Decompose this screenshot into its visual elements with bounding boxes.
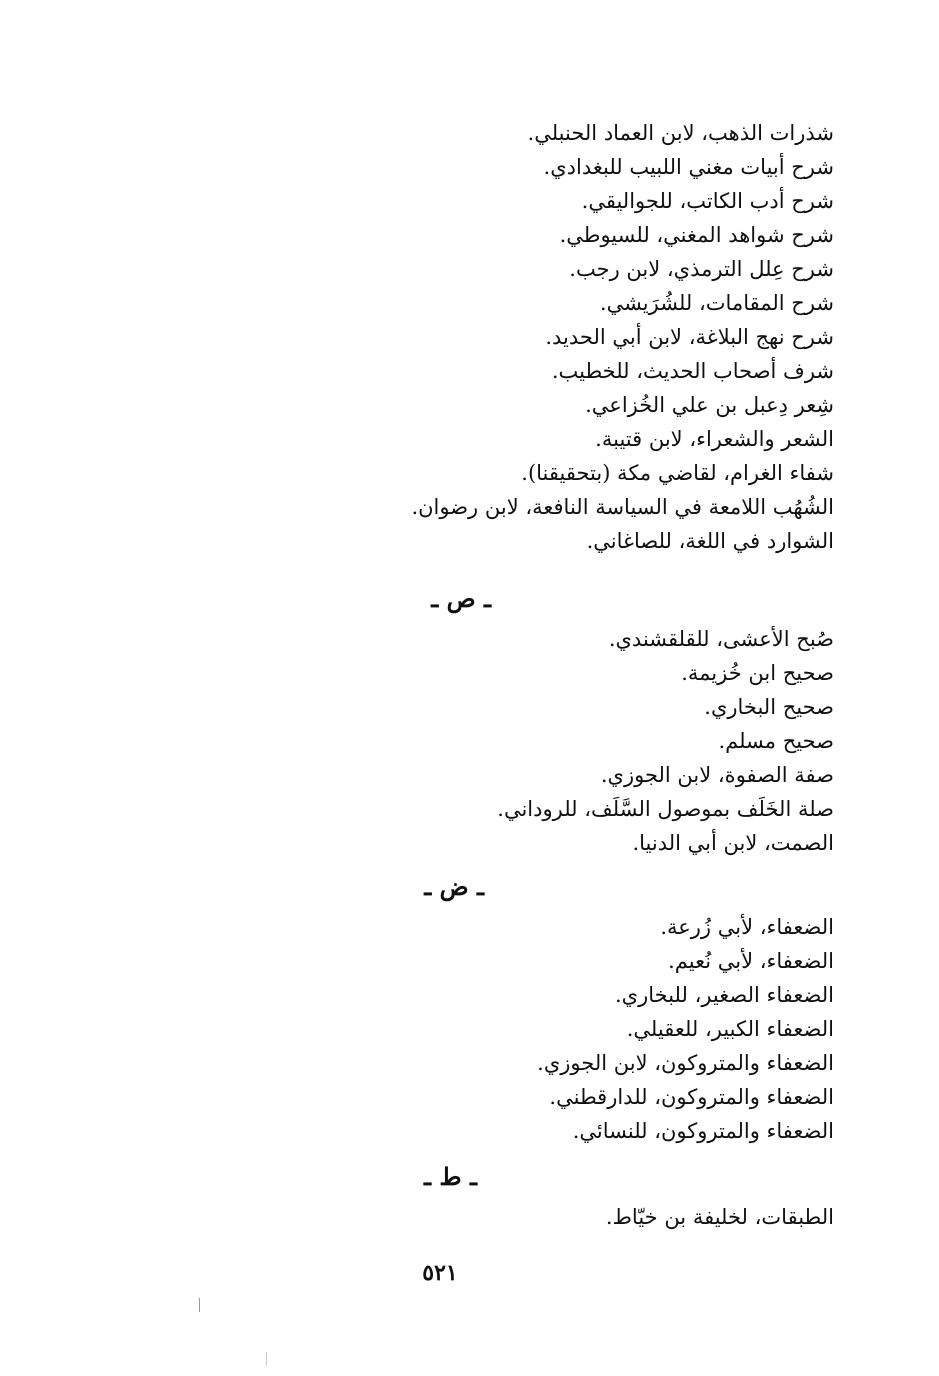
list-item: الضعفاء، لأبي نُعيم. (668, 949, 834, 973)
list-item: شرف أصحاب الحديث، للخطيب. (551, 359, 834, 383)
list-item: الشعر والشعراء، لابن قتيبة. (595, 427, 834, 451)
list-item: صحيح البخاري. (704, 695, 834, 719)
list-item: شرح شواهد المغني، للسيوطي. (559, 223, 834, 247)
list-item: صُبح الأعشى، للقلقشندي. (608, 627, 834, 651)
list-item: الضعفاء والمتروكون، للنسائي. (572, 1119, 834, 1143)
scan-speck (266, 1352, 267, 1366)
list-item: شذرات الذهب، لابن العماد الحنبلي. (527, 121, 834, 145)
section-dad (274, 910, 834, 1148)
list-item: شرح أدب الكاتب، للجواليقي. (581, 189, 834, 213)
list-item: صفة الصفوة، لابن الجوزي. (600, 763, 834, 787)
list-item: صلة الخَلَف بموصول السَّلَف، للروداني. (497, 797, 834, 821)
list-item: الطبقات، لخليفة بن خيّاط. (605, 1205, 834, 1229)
list-item: شرح عِلل الترمذي، لابن رجب. (569, 257, 834, 281)
list-item: الصمت، لابن أبي الدنيا. (632, 831, 834, 855)
list-item: الشُهُب اللامعة في السياسة النافعة، لابن رضوان. (411, 495, 834, 519)
list-item: الضعفاء والمتروكون، للدارقطني. (549, 1085, 834, 1109)
scan-speck (199, 1298, 200, 1312)
list-item: الضعفاء، لأبي زُرعة. (660, 915, 834, 939)
list-item: شفاء الغرام، لقاضي مكة (بتحقيقنا). (521, 461, 834, 485)
section-heading-dad: ـ ض ـ (424, 872, 484, 901)
section-sad (274, 622, 834, 860)
list-item: شِعر دِعبل بن علي الخُزاعي. (585, 393, 834, 417)
list-item: صحيح مسلم. (718, 729, 834, 753)
list-item: شرح نهج البلاغة، لابن أبي الحديد. (545, 325, 834, 349)
page-number: ٥٢١ (422, 1260, 458, 1286)
list-item: شرح المقامات، للشُرَيشي. (599, 291, 834, 315)
list-item: الشوارد في اللغة، للصاغاني. (586, 529, 834, 553)
section-ta (274, 1200, 834, 1234)
list-item: الضعفاء والمتروكون، لابن الجوزي. (537, 1051, 834, 1075)
list-item: الضعفاء الصغير، للبخاري. (615, 983, 834, 1007)
list-item: شرح أبيات مغني اللبيب للبغدادي. (543, 155, 834, 179)
section-heading-sad: ـ ص ـ (431, 584, 491, 613)
list-item: الضعفاء الكبير، للعقيلي. (626, 1017, 834, 1041)
section-heading-ta: ـ ط ـ (424, 1162, 477, 1191)
list-item: صحيح ابن خُزيمة. (681, 661, 834, 685)
section-sheen (274, 116, 834, 558)
